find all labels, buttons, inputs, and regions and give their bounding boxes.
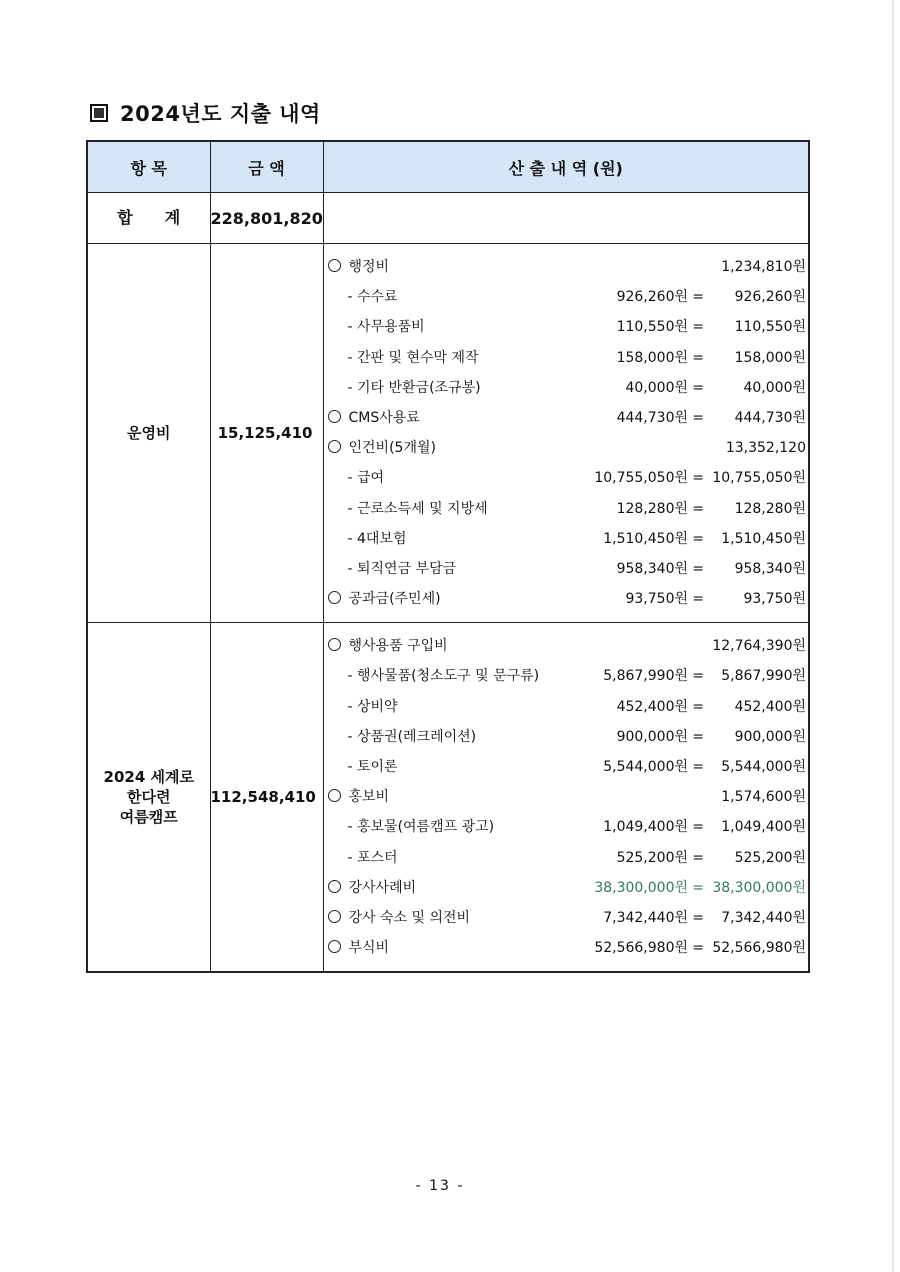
detail-label-text: 행사용품 구입비 [348, 638, 448, 655]
detail-label [348, 554, 457, 584]
detail-line [324, 782, 809, 812]
detail-equals: = [692, 849, 704, 866]
detail-total-amount: 110,550원 [734, 319, 806, 336]
detail-total-amount: 926,260원 [734, 289, 806, 306]
circle-bullet-icon [328, 880, 341, 893]
detail-label-text: - 기타 반환금(조규봉) [347, 379, 481, 396]
detail-unit-amount: 40,000원 [625, 379, 688, 396]
detail-unit-amount: 525,200원 [616, 849, 688, 866]
detail-equals: = [692, 668, 704, 685]
section-detail [323, 623, 809, 973]
total-detail [323, 193, 809, 244]
detail-equals: = [692, 728, 704, 745]
detail-label-text: - 상품권(레크레이션) [347, 728, 477, 745]
detail-label-text: 강사사례비 [348, 879, 417, 896]
detail-unit-amount: 1,049,400원 [603, 819, 688, 836]
detail-label-text: 부식비 [348, 940, 390, 957]
detail-label [348, 282, 398, 312]
detail-line [324, 843, 809, 873]
detail-label [328, 933, 390, 963]
header-detail: 산 출 내 역 (원) [323, 141, 809, 193]
detail-total-amount: 158,000원 [734, 349, 806, 366]
header-row [87, 141, 809, 193]
detail-total-amount: 38,300,000원 [712, 879, 806, 896]
detail-label [348, 312, 425, 342]
detail-equals: = [692, 349, 704, 366]
total-row [87, 193, 809, 244]
detail-line [324, 752, 809, 782]
total-amount: 228,801,820 [210, 193, 323, 244]
circle-bullet-icon [328, 940, 341, 953]
detail-unit-amount: 926,260원 [616, 289, 688, 306]
section-row [87, 244, 809, 623]
detail-label [348, 722, 477, 752]
detail-unit-amount: 38,300,000원 [594, 879, 688, 896]
header-amount: 금 액 [210, 141, 323, 193]
detail-total-amount: 5,544,000원 [721, 759, 806, 775]
detail-equals: = [692, 560, 704, 577]
detail-line [324, 282, 809, 312]
detail-label [348, 812, 495, 842]
detail-unit-amount: 158,000원 [616, 349, 688, 366]
detail-label-text: - 근로소득세 및 지방세 [347, 500, 488, 517]
detail-label [348, 843, 398, 873]
detail-unit-amount: 958,340원 [616, 560, 688, 577]
detail-label [328, 433, 436, 463]
detail-equals: = [692, 759, 704, 775]
detail-label [328, 903, 471, 933]
detail-total-amount: 1,049,400원 [721, 819, 806, 836]
detail-total-amount: 128,280원 [734, 500, 806, 517]
circle-bullet-icon [328, 440, 341, 453]
detail-equals: = [692, 879, 704, 896]
circle-bullet-icon [328, 789, 341, 802]
detail-line [324, 933, 809, 963]
detail-line [324, 722, 809, 752]
detail-unit-amount: 93,750원 [625, 591, 688, 608]
section-row [87, 623, 809, 973]
detail-equals: = [692, 500, 704, 517]
detail-total-amount: 10,755,050원 [712, 470, 806, 487]
detail-line [324, 494, 809, 524]
header-item: 항 목 [87, 141, 210, 193]
detail-label [348, 661, 540, 691]
detail-total-amount: 1,574,600원 [721, 789, 806, 806]
detail-label [348, 373, 481, 403]
detail-unit-amount: 5,867,990원 [603, 668, 688, 685]
detail-line [324, 584, 809, 614]
detail-label [328, 252, 390, 282]
detail-label-text: - 간판 및 현수막 제작 [347, 349, 479, 366]
section-detail [323, 244, 809, 623]
detail-label-text: - 토이론 [347, 759, 398, 775]
detail-label-text: 홍보비 [348, 789, 390, 806]
detail-total-amount: 12,764,390원 [712, 638, 806, 655]
detail-label [328, 584, 441, 614]
detail-line [324, 873, 809, 903]
detail-line [324, 312, 809, 342]
detail-equals: = [692, 591, 704, 608]
detail-label [348, 752, 398, 782]
detail-total-amount: 5,867,990원 [721, 668, 806, 685]
detail-total-amount: 525,200원 [734, 849, 806, 866]
scan-edge [892, 0, 894, 1272]
detail-equals: = [692, 909, 704, 926]
detail-label-text: - 사무용품비 [347, 319, 425, 336]
expense-table [86, 140, 810, 973]
detail-line [324, 903, 809, 933]
detail-unit-amount: 7,342,440원 [603, 909, 688, 926]
detail-label-text: 공과금(주민세) [348, 591, 441, 608]
detail-unit-amount: 110,550원 [616, 319, 688, 336]
detail-label-text: - 퇴직연금 부담금 [347, 560, 457, 577]
detail-total-amount: 13,352,120 [725, 440, 806, 457]
detail-label-text: CMS사용료 [348, 409, 420, 426]
detail-label-text: 인건비(5개월) [348, 440, 436, 457]
detail-total-amount: 900,000원 [734, 728, 806, 745]
detail-label-text: - 수수료 [347, 289, 398, 306]
detail-total-amount: 958,340원 [734, 560, 806, 577]
page-title [90, 98, 321, 128]
detail-label-text: 강사 숙소 및 의전비 [348, 909, 471, 926]
detail-label [328, 403, 420, 433]
detail-lines [324, 623, 809, 971]
detail-unit-amount: 452,400원 [616, 698, 688, 715]
total-label: 합 계 [87, 193, 210, 244]
detail-equals: = [692, 289, 704, 306]
circle-bullet-icon [328, 410, 341, 423]
detail-equals: = [692, 379, 704, 396]
detail-line [324, 433, 809, 463]
detail-label-text: - 포스터 [347, 849, 398, 866]
detail-label [348, 692, 398, 722]
detail-unit-amount: 1,510,450원 [603, 530, 688, 547]
detail-total-amount: 1,510,450원 [721, 530, 806, 547]
detail-label-text: - 급여 [347, 470, 385, 487]
detail-equals: = [692, 319, 704, 336]
detail-label-text: - 홍보물(여름캠프 광고) [347, 819, 495, 836]
circle-bullet-icon [328, 638, 341, 651]
detail-total-amount: 444,730원 [734, 409, 806, 426]
page-number: - 13 - [415, 1178, 465, 1194]
detail-line [324, 373, 809, 403]
detail-line [324, 812, 809, 842]
detail-label-text: - 4대보험 [347, 530, 407, 547]
detail-equals: = [692, 940, 704, 957]
detail-total-amount: 93,750원 [743, 591, 806, 608]
detail-line [324, 403, 809, 433]
detail-unit-amount: 52,566,980원 [594, 940, 688, 957]
circle-bullet-icon [328, 910, 341, 923]
circle-bullet-icon [328, 259, 341, 272]
detail-label-text: 행정비 [348, 259, 390, 275]
detail-unit-amount: 444,730원 [616, 409, 688, 426]
detail-lines [324, 244, 809, 622]
section-name: 2024 세계로 한다련 여름캠프 [87, 623, 210, 973]
detail-unit-amount: 10,755,050원 [594, 470, 688, 487]
detail-total-amount: 7,342,440원 [721, 909, 806, 926]
detail-total-amount: 40,000원 [743, 379, 806, 396]
square-bullet-icon [90, 104, 108, 122]
detail-equals: = [692, 698, 704, 715]
section-amount: 112,548,410 [210, 623, 323, 973]
detail-equals: = [692, 819, 704, 836]
detail-label [348, 343, 479, 373]
page-title-text: 2024년도 지출 내역 [120, 102, 321, 126]
detail-label [348, 463, 385, 493]
detail-label [348, 494, 488, 524]
detail-unit-amount: 128,280원 [616, 500, 688, 517]
detail-line [324, 554, 809, 584]
detail-equals: = [692, 530, 704, 547]
detail-line [324, 463, 809, 493]
detail-label-text: - 상비약 [347, 698, 398, 715]
detail-label [328, 782, 390, 812]
detail-line [324, 692, 809, 722]
detail-line [324, 661, 809, 691]
detail-label [328, 873, 417, 903]
detail-line [324, 524, 809, 554]
detail-label [348, 524, 407, 554]
detail-line [324, 343, 809, 373]
detail-total-amount: 1,234,810원 [721, 259, 806, 275]
circle-bullet-icon [328, 591, 341, 604]
detail-equals: = [692, 470, 704, 487]
section-name: 운영비 [87, 244, 210, 623]
detail-total-amount: 52,566,980원 [712, 940, 806, 957]
detail-label-text: - 행사물품(청소도구 및 문구류) [347, 668, 540, 685]
detail-label [328, 631, 448, 661]
detail-unit-amount: 5,544,000원 [603, 759, 688, 775]
detail-line [324, 631, 809, 661]
detail-total-amount: 452,400원 [734, 698, 806, 715]
detail-equals: = [692, 409, 704, 426]
section-amount: 15,125,410 [210, 244, 323, 623]
detail-unit-amount: 900,000원 [616, 728, 688, 745]
detail-line [324, 252, 809, 282]
